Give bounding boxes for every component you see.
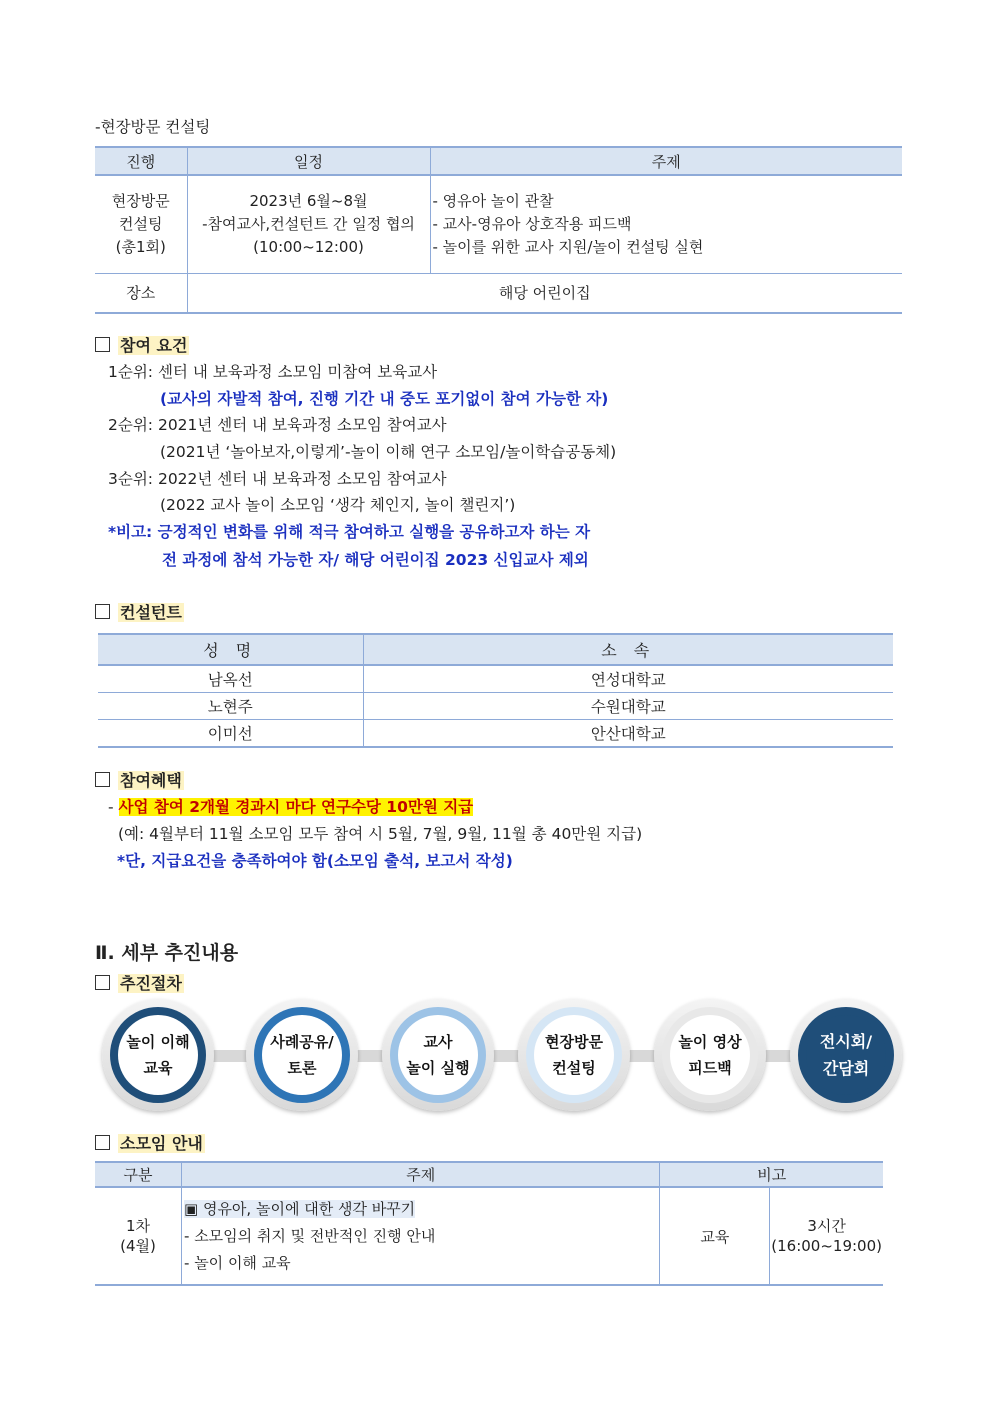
step-line: 사례공유/ — [270, 1033, 334, 1051]
step-line: 피드백 — [688, 1059, 732, 1077]
process-step-label — [806, 1015, 886, 1095]
visit-header-progress: 진행 — [95, 147, 187, 175]
visit-label-line: 현장방문 — [111, 192, 170, 210]
req-priority-1: 1순위: 센터 내 보육과정 소모임 미참여 보육교사 — [108, 363, 438, 381]
consultants-header-affiliation: 소 속 — [363, 634, 893, 665]
consultant-affiliation: 수원대학교 — [363, 693, 893, 720]
req-priority-3-note: (2022 교사 놀이 소모임 ‘생각 체인지, 놀이 챌린지’) — [160, 496, 516, 514]
meeting-header-remark: 비고 — [660, 1162, 883, 1187]
table-row — [95, 1187, 883, 1285]
process-ring — [110, 1007, 206, 1103]
process-ring — [662, 1007, 758, 1103]
step-line: 교사 — [423, 1033, 453, 1051]
visit-place-label: 장소 — [95, 274, 187, 314]
visit-topic-line: - 교사-영유아 상호작용 피드백 — [432, 215, 632, 233]
benefits-title-text: 참여혜택 — [120, 771, 182, 790]
checkbox-square-icon — [95, 975, 110, 990]
consultant-name: 노현주 — [98, 693, 363, 720]
visit-schedule-line: -참여교사,컨설턴트 간 일정 협의 — [202, 215, 415, 233]
visit-topic-line: - 놀이를 위한 교사 지원/놀이 컨설팅 실현 — [432, 238, 704, 256]
process-step-4 — [518, 999, 630, 1111]
meeting-duration: 3시간 — [807, 1217, 846, 1235]
meeting-topic-item: - 소모임의 취지 및 전반적인 진행 안내 — [184, 1226, 436, 1245]
process-step-label — [398, 1015, 478, 1095]
meeting-month: (4월) — [120, 1237, 156, 1255]
benefits-main — [108, 795, 473, 817]
consultant-affiliation: 연성대학교 — [363, 665, 893, 693]
process-ring — [798, 1007, 894, 1103]
table-row — [98, 665, 893, 693]
req-remark-1: *비고: 긍정적인 변화를 위해 적극 참여하고 실행을 공유하고자 하는 자 — [108, 523, 591, 541]
meeting-header-division: 구분 — [95, 1162, 182, 1187]
process-connector-bar — [120, 1050, 880, 1062]
visit-label-line: (총1회) — [115, 238, 166, 256]
consultants-title-text: 컨설턴트 — [120, 603, 182, 622]
procedure-title — [95, 971, 184, 994]
benefits-main-text: 사업 참여 2개월 경과시 마다 연구수당 10만원 지급 — [118, 798, 474, 816]
visit-schedule-line: 2023년 6월~8월 — [249, 192, 368, 210]
table-row — [98, 720, 893, 748]
requirements-title-text: 참여 요건 — [120, 336, 188, 355]
meeting-type: 교육 — [660, 1187, 770, 1285]
checkbox-square-icon — [95, 604, 110, 619]
process-step-label — [670, 1015, 750, 1095]
meeting-time: (16:00~19:00) — [771, 1237, 882, 1255]
process-step-6 — [790, 999, 902, 1111]
step-line: 놀이 이해 — [126, 1033, 190, 1051]
visit-label-cell — [95, 175, 187, 274]
requirements-title — [95, 333, 189, 356]
consultant-affiliation: 안산대학교 — [363, 720, 893, 748]
visit-schedule-line: (10:00~12:00) — [253, 238, 364, 256]
step-line: 전시회/ — [819, 1032, 873, 1051]
checkbox-square-icon — [95, 772, 110, 787]
process-ring — [526, 1007, 622, 1103]
consultant-name: 남옥선 — [98, 665, 363, 693]
process-step-label — [534, 1015, 614, 1095]
step-line: 컨설팅 — [552, 1059, 596, 1077]
meeting-title-text: 소모임 안내 — [120, 1134, 203, 1153]
consultants-table — [98, 633, 893, 748]
process-ring — [254, 1007, 350, 1103]
req-priority-2-note: (2021년 ‘놀아보자,이렇게’-놀이 이해 연구 소모임/놀이학습공동체) — [160, 443, 617, 461]
step-line: 놀이 영상 — [678, 1033, 742, 1051]
checkbox-square-icon — [95, 1135, 110, 1150]
process-step-1 — [102, 999, 214, 1111]
consultant-name: 이미선 — [98, 720, 363, 748]
meeting-duration-cell — [770, 1187, 883, 1285]
procedure-title-text: 추진절차 — [120, 974, 182, 993]
visit-header-topic: 주제 — [430, 147, 902, 175]
meeting-topic-title: ▣ 영유아, 놀이에 대한 생각 바꾸기 — [184, 1199, 416, 1218]
step-line: 현장방문 — [545, 1033, 603, 1051]
visit-place-value: 해당 어린이집 — [187, 274, 902, 314]
section-2-title: Ⅱ. 세부 추진내용 — [95, 942, 239, 964]
benefits-note: *단, 지급요건을 충족하여야 함(소모임 출석, 보고서 작성) — [117, 852, 513, 870]
consultants-header-name: 성 명 — [98, 634, 363, 665]
step-line: 간담회 — [822, 1059, 870, 1078]
meeting-topic-item: - 놀이 이해 교육 — [184, 1253, 291, 1272]
meeting-topic-cell — [182, 1187, 660, 1285]
step-line: 놀이 실행 — [406, 1059, 470, 1077]
process-step-label — [262, 1015, 342, 1095]
checkbox-square-icon — [95, 337, 110, 352]
meeting-division-cell — [95, 1187, 182, 1285]
req-priority-2: 2순위: 2021년 센터 내 보육과정 소모임 참여교사 — [108, 416, 447, 434]
meeting-title — [95, 1131, 205, 1154]
req-priority-1-note: (교사의 자발적 참여, 진행 기간 내 중도 포기없이 참여 가능한 자) — [160, 390, 609, 408]
table-row — [98, 693, 893, 720]
consultants-title — [95, 600, 184, 623]
visit-topic-cell — [430, 175, 902, 274]
req-priority-3: 3순위: 2022년 센터 내 보육과정 소모임 참여교사 — [108, 470, 447, 488]
req-remark-2: 전 과정에 참석 가능한 자/ 해당 어린이집 2023 신입교사 제외 — [162, 551, 589, 569]
benefits-title — [95, 768, 184, 791]
meeting-table — [95, 1161, 883, 1286]
process-step-label — [118, 1015, 198, 1095]
meeting-header-topic: 주제 — [182, 1162, 660, 1187]
process-step-3 — [382, 999, 494, 1111]
visit-heading: -현장방문 컨설팅 — [95, 118, 211, 136]
process-step-2 — [246, 999, 358, 1111]
benefits-example: (예: 4월부터 11월 소모임 모두 참여 시 5월, 7월, 9월, 11월 총 40만원 지급) — [118, 825, 643, 843]
process-ring — [390, 1007, 486, 1103]
visit-topic-line: - 영유아 놀이 관찰 — [432, 192, 554, 210]
step-line: 토론 — [287, 1059, 317, 1077]
benefits-dash: - — [108, 798, 114, 816]
meeting-num: 1차 — [125, 1217, 151, 1235]
visit-header-schedule: 일정 — [187, 147, 430, 175]
step-line: 교육 — [143, 1059, 173, 1077]
visit-schedule-cell — [187, 175, 430, 274]
visit-table — [95, 146, 902, 314]
visit-label-line: 컨설팅 — [119, 215, 163, 233]
process-step-5 — [654, 999, 766, 1111]
